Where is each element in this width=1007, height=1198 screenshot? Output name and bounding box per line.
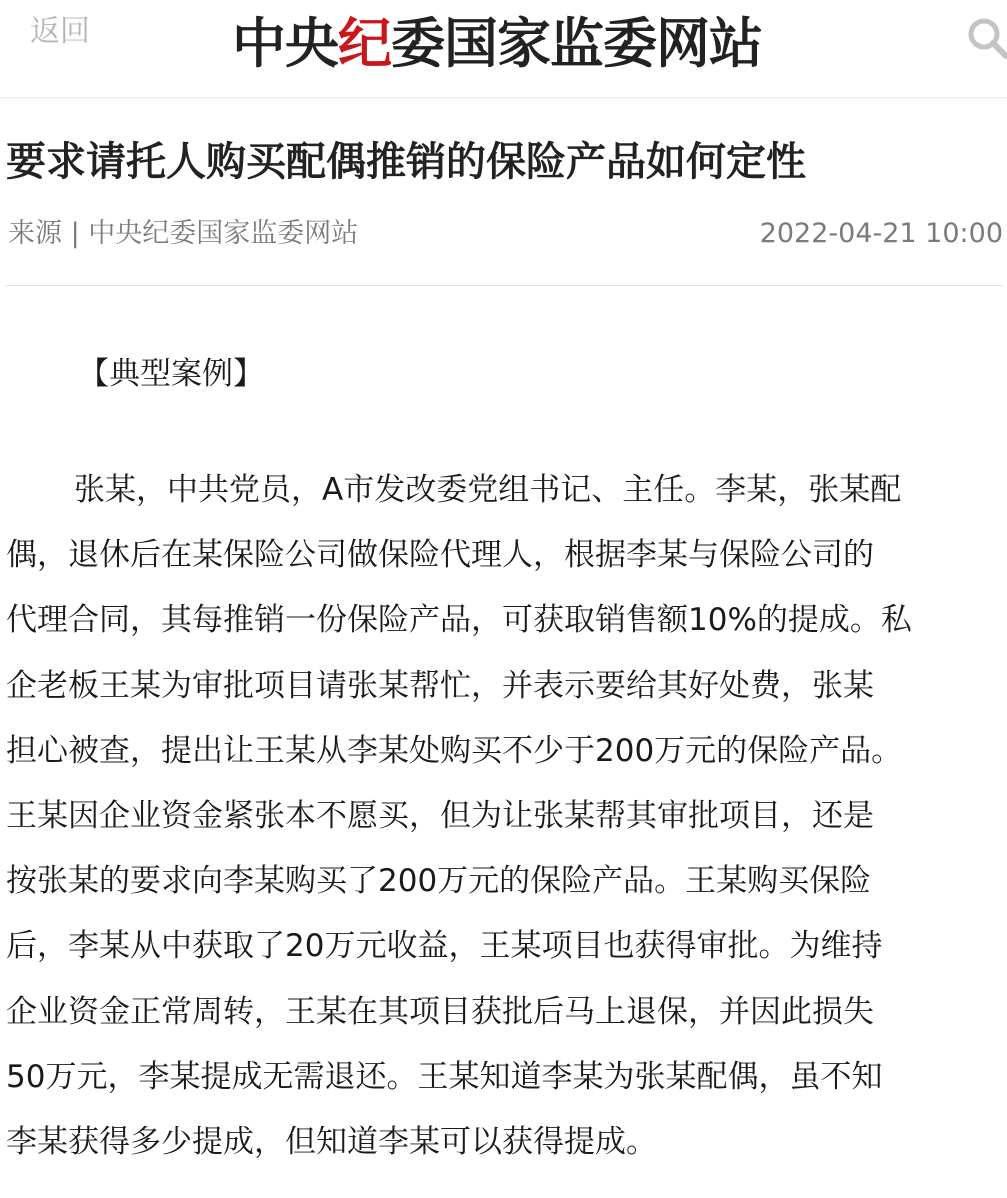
body-line: 企业资金正常周转，王某在其项目获批后马上退保，并因此损失	[6, 993, 874, 1030]
meta-divider	[6, 285, 1003, 286]
body-line: 偶，退休后在某保险公司做保险代理人，根据李某与保险公司的	[6, 537, 874, 574]
site-title-accent-char: 纪	[338, 11, 391, 75]
article-date: 2022-04-21 10:00	[759, 218, 1003, 249]
search-icon	[966, 16, 1007, 60]
back-button[interactable]: 返回	[30, 14, 90, 49]
body-line: 王某因企业资金紧张本不愿买，但为让张某帮其审批项目，还是	[6, 797, 874, 834]
top-header-bar	[0, 0, 1007, 98]
site-title-part-2: 委国家监委网站	[391, 11, 762, 75]
section-label: 【典型案例】	[78, 356, 264, 392]
body-line: 50万元，李某提成无需退还。王某知道李某为张某配偶，虽不知	[6, 1058, 883, 1095]
body-line: 张某，中共党员，A市发改委党组书记、主任。李某，张某配	[74, 472, 902, 508]
body-line: 担心被查，提出让王某从李某处购买不少于200万元的保险产品。	[6, 732, 903, 769]
body-line: 代理合同，其每推销一份保险产品，可获取销售额10%的提成。私	[6, 602, 912, 639]
body-line: 企老板王某为审批项目请张某帮忙，并表示要给其好处费，张某	[6, 667, 874, 704]
site-title	[232, 10, 762, 76]
site-title-part-1: 中央	[232, 11, 338, 75]
body-line: 李某获得多少提成，但知道李某可以获得提成。	[6, 1123, 657, 1160]
article-body	[6, 462, 1006, 1179]
article-source: 来源 | 中央纪委国家监委网站	[8, 218, 359, 249]
body-line: 按张某的要求向李某购买了200万元的保险产品。王某购买保险	[6, 863, 872, 900]
article-title: 要求请托人购买配偶推销的保险产品如何定性	[6, 139, 806, 185]
body-line: 后，李某从中获取了20万元收益，王某项目也获得审批。为维持	[6, 928, 883, 965]
search-button[interactable]	[966, 16, 1007, 60]
